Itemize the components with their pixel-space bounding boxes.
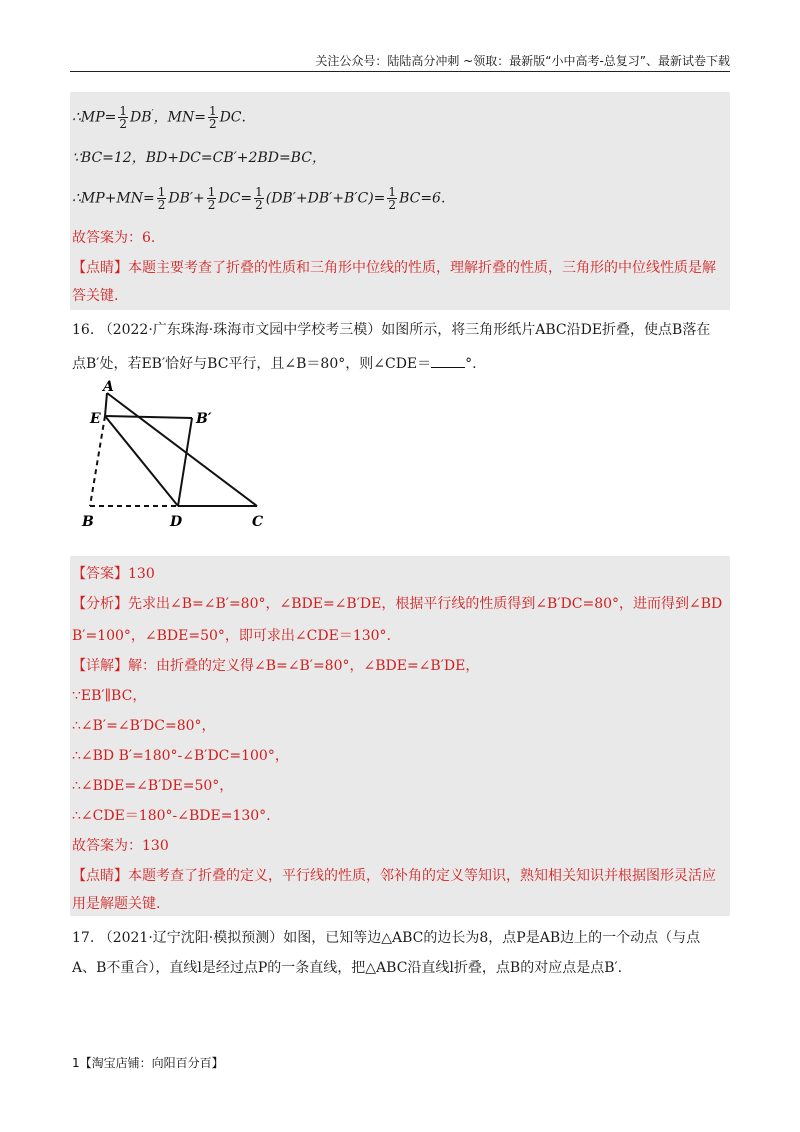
solution-16-answer-tag: 【答案】130	[72, 566, 155, 582]
solution-16-detail-line-3: ∴∠B′=∠B′DC=80°，	[72, 718, 216, 734]
degree-suffix: °.	[465, 356, 477, 372]
label-b-prime: B′	[196, 411, 212, 427]
solution-16-detail-line-6: ∴∠CDE＝180°-∠BDE=130°.	[72, 808, 271, 824]
fraction-half	[208, 105, 218, 130]
solution-15-line-1: ∴MP= $\frac{1}{2}$ DB′，MN= $\frac{1}{2}$ DC.	[72, 104, 246, 132]
problem-17-line-1: 17. （2021·辽宁沈阳·模拟预测）如图，已知等边△ABC的边长为8，点P是AB边上的一个动点（与点	[72, 930, 701, 946]
fraction-half	[207, 186, 217, 211]
side-ac	[107, 393, 257, 506]
solution-16-comment-line-2: 用是解题关键.	[72, 896, 161, 912]
mp-text: ∴MP=	[72, 109, 117, 126]
side-ae	[105, 393, 107, 416]
problem-16-line-1: 16. （2022·广东珠海·珠海市文园中学校考三模）如图所示，将三角形纸片ABC沿DE折叠，使点B落在	[72, 322, 711, 338]
answer-blank	[431, 353, 465, 368]
fraction-numerator: 1	[157, 185, 166, 199]
fraction-numerator: 1	[207, 185, 216, 199]
fraction-denominator: 2	[208, 117, 217, 132]
mn-text: ，MN=	[153, 109, 206, 126]
fold-triangle-figure	[72, 376, 272, 536]
db-text: DB	[130, 109, 152, 126]
label-a: A	[103, 379, 114, 395]
fraction-denominator: 2	[388, 198, 397, 212]
page-footer: 1【淘宝店铺：向阳百分百】	[72, 1056, 224, 1070]
label-b: B	[82, 514, 94, 530]
expr-part-e: BC=6	[399, 190, 441, 207]
solution-16-detail-line-4: ∴∠BD B′=180°-∠B′DC=100°，	[72, 748, 289, 764]
dc-text: DC	[219, 109, 242, 126]
fraction-denominator: 2	[255, 198, 263, 212]
solution-16-detail-line-5: ∴∠BDE=∠B′DE=50°，	[72, 778, 234, 794]
solution-16-analysis-line-1: 【分析】先求出∠B=∠B′=80°，∠BDE=∠B′DE，根据平行线的性质得到∠B′DC=80°，进而得到∠BD	[72, 596, 723, 612]
segment-eb-dashed	[90, 416, 105, 506]
problem-17-line-2: A、B不重合），直线l是经过点P的一条直线，把△ABC沿直线l折叠，点B的对应点是点B′.	[72, 960, 623, 976]
solution-15-answer: 故答案为：6.	[72, 230, 156, 246]
segment-eb-prime	[105, 416, 192, 418]
solution-16-analysis-line-2: B′=100°，∠BDE=50°，即可求出∠CDE＝130°.	[72, 628, 391, 644]
fraction-half	[387, 186, 397, 211]
fraction-denominator: 2	[119, 117, 128, 132]
fraction-numerator: 1	[119, 104, 128, 119]
solution-16-detail-line-1: 【详解】解：由折叠的定义得∠B=∠B′=80°，∠BDE=∠B′DE，	[72, 658, 480, 674]
expr-part-c: DC=	[218, 190, 253, 207]
solution-15-comment-line-2: 答关键.	[72, 288, 119, 304]
solution-15-line-2: ∵BC=12，BD+DC=CB′+2BD=BC，	[72, 150, 326, 166]
segment-b-prime-d	[178, 418, 192, 506]
solution-16-comment-line-1: 【点睛】本题考查了折叠的定义，平行线的性质，邻补角的定义等知识，熟知相关知识并根据图形灵活应	[72, 868, 716, 884]
expr-part-d: (DB′+DB′+B′C)=	[265, 190, 386, 207]
fraction-half	[157, 186, 167, 211]
page-header: 关注公众号：陆陆高分冲刺 ~领取：最新版“小中高考-总复习”、最新试卷下载	[315, 54, 730, 68]
label-e: E	[90, 411, 101, 427]
fraction-half	[118, 105, 128, 130]
label-c: C	[252, 514, 264, 530]
fraction-denominator: 2	[207, 198, 216, 212]
solution-15-comment-line-1: 【点睛】本题主要考查了折叠的性质和三角形中位线的性质，理解折叠的性质，三角形的中位线性质是解	[72, 260, 716, 276]
fraction-numerator: 1	[255, 185, 263, 199]
fraction-denominator: 2	[157, 198, 166, 212]
fraction-numerator: 1	[388, 185, 397, 199]
expr-part-b: DB′+	[168, 190, 205, 207]
solution-16-final-answer: 故答案为：130	[72, 838, 169, 854]
fraction-numerator: 1	[208, 104, 217, 119]
label-d: D	[170, 514, 183, 530]
problem-16-line-2-text: 点B′处，若EB′恰好与BC平行，且∠B＝80°，则∠CDE＝	[72, 356, 432, 372]
header-rule	[70, 71, 730, 72]
fold-line-de	[105, 416, 178, 506]
solution-16-detail-line-2: ∵EB′∥BC，	[72, 688, 147, 704]
expr-part-a: ∴MP+MN=	[72, 190, 155, 207]
solution-15-line-3: ∴MP+MN= $\frac{1}{2}$ DB′+ $\frac{1}{2}$ DC= $\frac{1}{2}$ (DB′+DB′+B′C)= $\frac{1}{2}$ BC=6.	[72, 185, 446, 212]
fraction-half	[254, 186, 264, 211]
problem-16-line-2	[72, 353, 477, 374]
